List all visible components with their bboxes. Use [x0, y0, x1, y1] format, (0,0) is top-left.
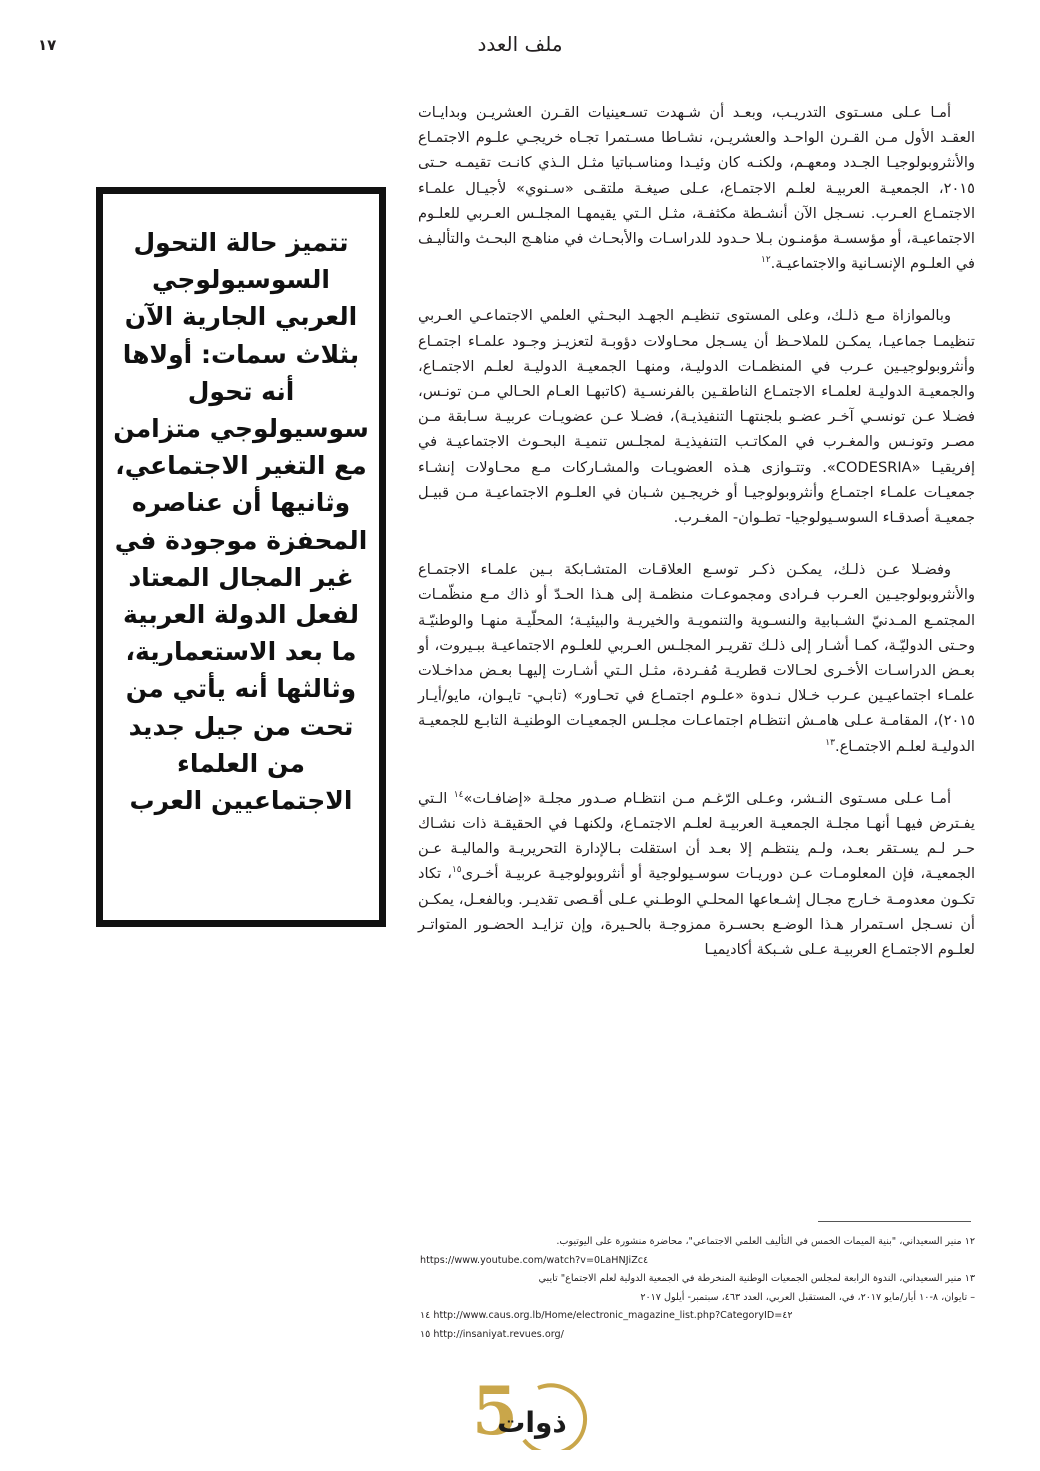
footnotes: [420, 1233, 975, 1345]
footnote-ref-13: ١٣: [825, 737, 835, 748]
footnote-12-url[interactable]: https://www.youtube.com/watch?v=0LaHNJiZc٤: [420, 1254, 649, 1266]
running-header: ملف العدد: [477, 32, 563, 56]
footnote-14[interactable]: ١٤ http://www.caus.org.lb/Home/electronic_magazine_list.php?CategoryID=٤٢: [420, 1310, 793, 1322]
footnote-divider: [818, 1221, 971, 1222]
article-paragraph-2: وبالموازاة مـع ذلـك، وعلى المستوى تنظيـم الجهـد البحـثي العلمي الاجتماعـي العـربي تنظيمـا جماعيـا، يمكـن للملاحـظ أن يسـجل محـاولات دؤوبـة لتعزيـز وجـود علمـاء اجتمـاع وأنثروبولوجيـين عـرب في المنظمـات الدوليـة، ومنهـا الجمعيـة الدوليـة لعلـم الاجتمـاع، والجمعيـة الدوليـة لعلمـاء الاجتمـاع الناطقـين بالفرنسـية (كاتبهـا العـام الحـالي مـن تونـس، فضـلا عـن تونسـي آخـر عضـو بلجنتهـا التنفيذيـة)، فضـلا عـن عضويـات عربيـة سـابقة مـن مصـر وتونـس والمغـرب في المكاتـب التنفيذيـة لمجلـس تنميـة البحـوث الاجتماعيـة في إفريقيـا «CODESRIA». وتتـوازى هـذه العضويـات والمشـاركات مـع محـاولات إنشـاء جمعيـات علمـاء اجتمـاع وأنثروبولوجيـا أو خريجـين شـبان في العلـوم الاجتماعيـة مـن قبيـل جمعيـة أصدقـاء السوسـيولوجيا- تطـوان- المغـرب.: [418, 307, 975, 527]
footnote-12: ١٢ منير السعيداني، "بنية الميمات الخمس في التأليف العلمي الاجتماعي"، محاضرة منشورة على اليوتيوب.: [556, 1236, 975, 1247]
pull-quote-box: [96, 187, 386, 927]
publication-logo: [468, 1378, 610, 1450]
footnote-13-cont: – تايوان، ٨-١٠ أيار/مايو ٢٠١٧، في، المستقبل العربي، العدد ٤٦٣، سبتمبر- أيلول ٢٠١٧: [640, 1291, 975, 1303]
page-number: ١٧: [38, 36, 57, 54]
pull-quote-text: تتميز حالة التحول السوسيولوجي العربي الجارية الآن بثلاث سمات: أولاها أنه تحول سوسيولوجي متزامن مع التغير الاجتماعي، وثانيها أن عناصره المحفزة موجودة في غير المجال المعتاد لفعل الدولة العربية ما بعد الاستعمارية، وثالثها أنه يأتي من تحت من جيل جديد من العلماء الاجتماعيين العرب: [113, 228, 369, 816]
article-paragraph-3: وفضـلا عـن ذلـك، يمكـن ذكـر توسـع العلاقـات المتشـابكة بـين علمـاء الاجتمـاع والأنثروبولوجيـين العـرب فـرادى ومجموعـات منظمـة إلى هـذا الحـدّ أو ذاك مـع منظّمـات المجتمـع المـدنيّ الشـبابية والنسـوية والتنمويـة والخيريـة والبيئيـة؛ المحلّيـة منهـا والوطنيّـة وحـتى الدوليّـة، كمـا أشـار إلى ذلـك تقريـر المجلـس العـربي للعلـوم الاجتماعيـة ببـيروت، أو بعـض الدراسـات الأخـرى لحـالات قطريـة مُفـردة، مثـل الـتي أشـارت إليهـا بعـض مداخـلات علمـاء اجتماعيـين عـرب خـلال نـدوة «علـوم اجتمـاع في تحـاور» (تابـي- تايـوان، مايو/أيـار ٢٠١٥)، المقامـة عـلى هامـش انتظـام اجتماعـات مجلـس الجمعيـات الوطنيـة التابـع للجمعيـة الدوليـة لعلـم الاجتمـاع.$^{١٣}$: [418, 561, 975, 755]
footnote-13: ١٣ منير السعيداني، الندوة الرابعة لمجلس الجمعيات الوطنية المنخرطة في الجمعية الدولية لعلم الاجتماع" تايبي: [538, 1273, 975, 1285]
footnote-15[interactable]: ١٥ http://insaniyat.revues.org/: [420, 1328, 564, 1340]
footnote-ref-14: ١٤: [453, 789, 464, 800]
article-body: [418, 100, 975, 989]
article-paragraph-1: أمـا عـلى مسـتوى التدريـب، وبعـد أن شـهدت تسـعينيات القـرن العشريـن وبدايـات العقـد الأول مـن القـرن الواحـد والعشريـن، نشـاطا مسـتمرا تجـاه خريجـي علـوم الاجتمـاع والأنثروبولوجيـا الجـدد ومعهـم، ولكنـه كان وئيـدا ومناسـباتيا مثـل الـذي كانـت تقيمـه حـتى ٢٠١٥، الجمعيـة العربيـة لعلـم الاجتمـاع، عـلى صيغـة ملتقـى «سـنوي» لأجيـال علمـاء الاجتمـاع العـرب. نسـجل الآن أنشـطة مكثفـة، مثـل الـتي يقيمهـا المجلـس العـربي للعلـوم الاجتماعيـة، أو مؤسسـة مؤمنـون بـلا حـدود للدراسـات والأبحـاث في مناهـج البحـث والتأليـف في العلـوم الإنسـانية والاجتماعيـة.$^{١٢}$: [418, 104, 975, 273]
footnote-ref-15: ١٥: [451, 865, 462, 876]
logo-wordmark: ذوات: [497, 1406, 567, 1439]
logo-numeral: 5: [472, 1378, 518, 1450]
footnote-ref-12: ١٢: [760, 255, 771, 266]
article-paragraph-4: أمـا عـلى مسـتوى النـشر، وعـلى الرّغـم مـن انتظـام صـدور مجلـة «إضافـات»$^{١٤}$ الـتي يفـترض فيهـا أنهـا مجلـة الجمعيـة العربيـة لعلـم الاجتمـاع، ولكنهـا في الحقيقـة ذات نشـاك حـر لـم يسـتقر بعـد، ولـم ينتظـم إلا بعـد أن استقلت بـالإدارة التحريريـة والماليـة عـن الجمعيـة، فإن المعلومـات عـن دوريـات سوسـيولوجية أو أنثروبولوجيـة عربيـة أخـرى$^{١٥}$، تكاد تكـون معدومـة خـارج مجـال إشـعاعها المحلـي الوطـني عـلى أقـصى تقديـر. وبالفعـل، يمكـن أن نسـجل اسـتمرار هـذا الوضـع بحسـرة ممزوجـة بالحـيرة، وإن تزايـد الحضـور المتواتـر لعلـوم الاجتمـاع العربيـة عـلى شـبكة أكاديميـا: [418, 789, 975, 959]
